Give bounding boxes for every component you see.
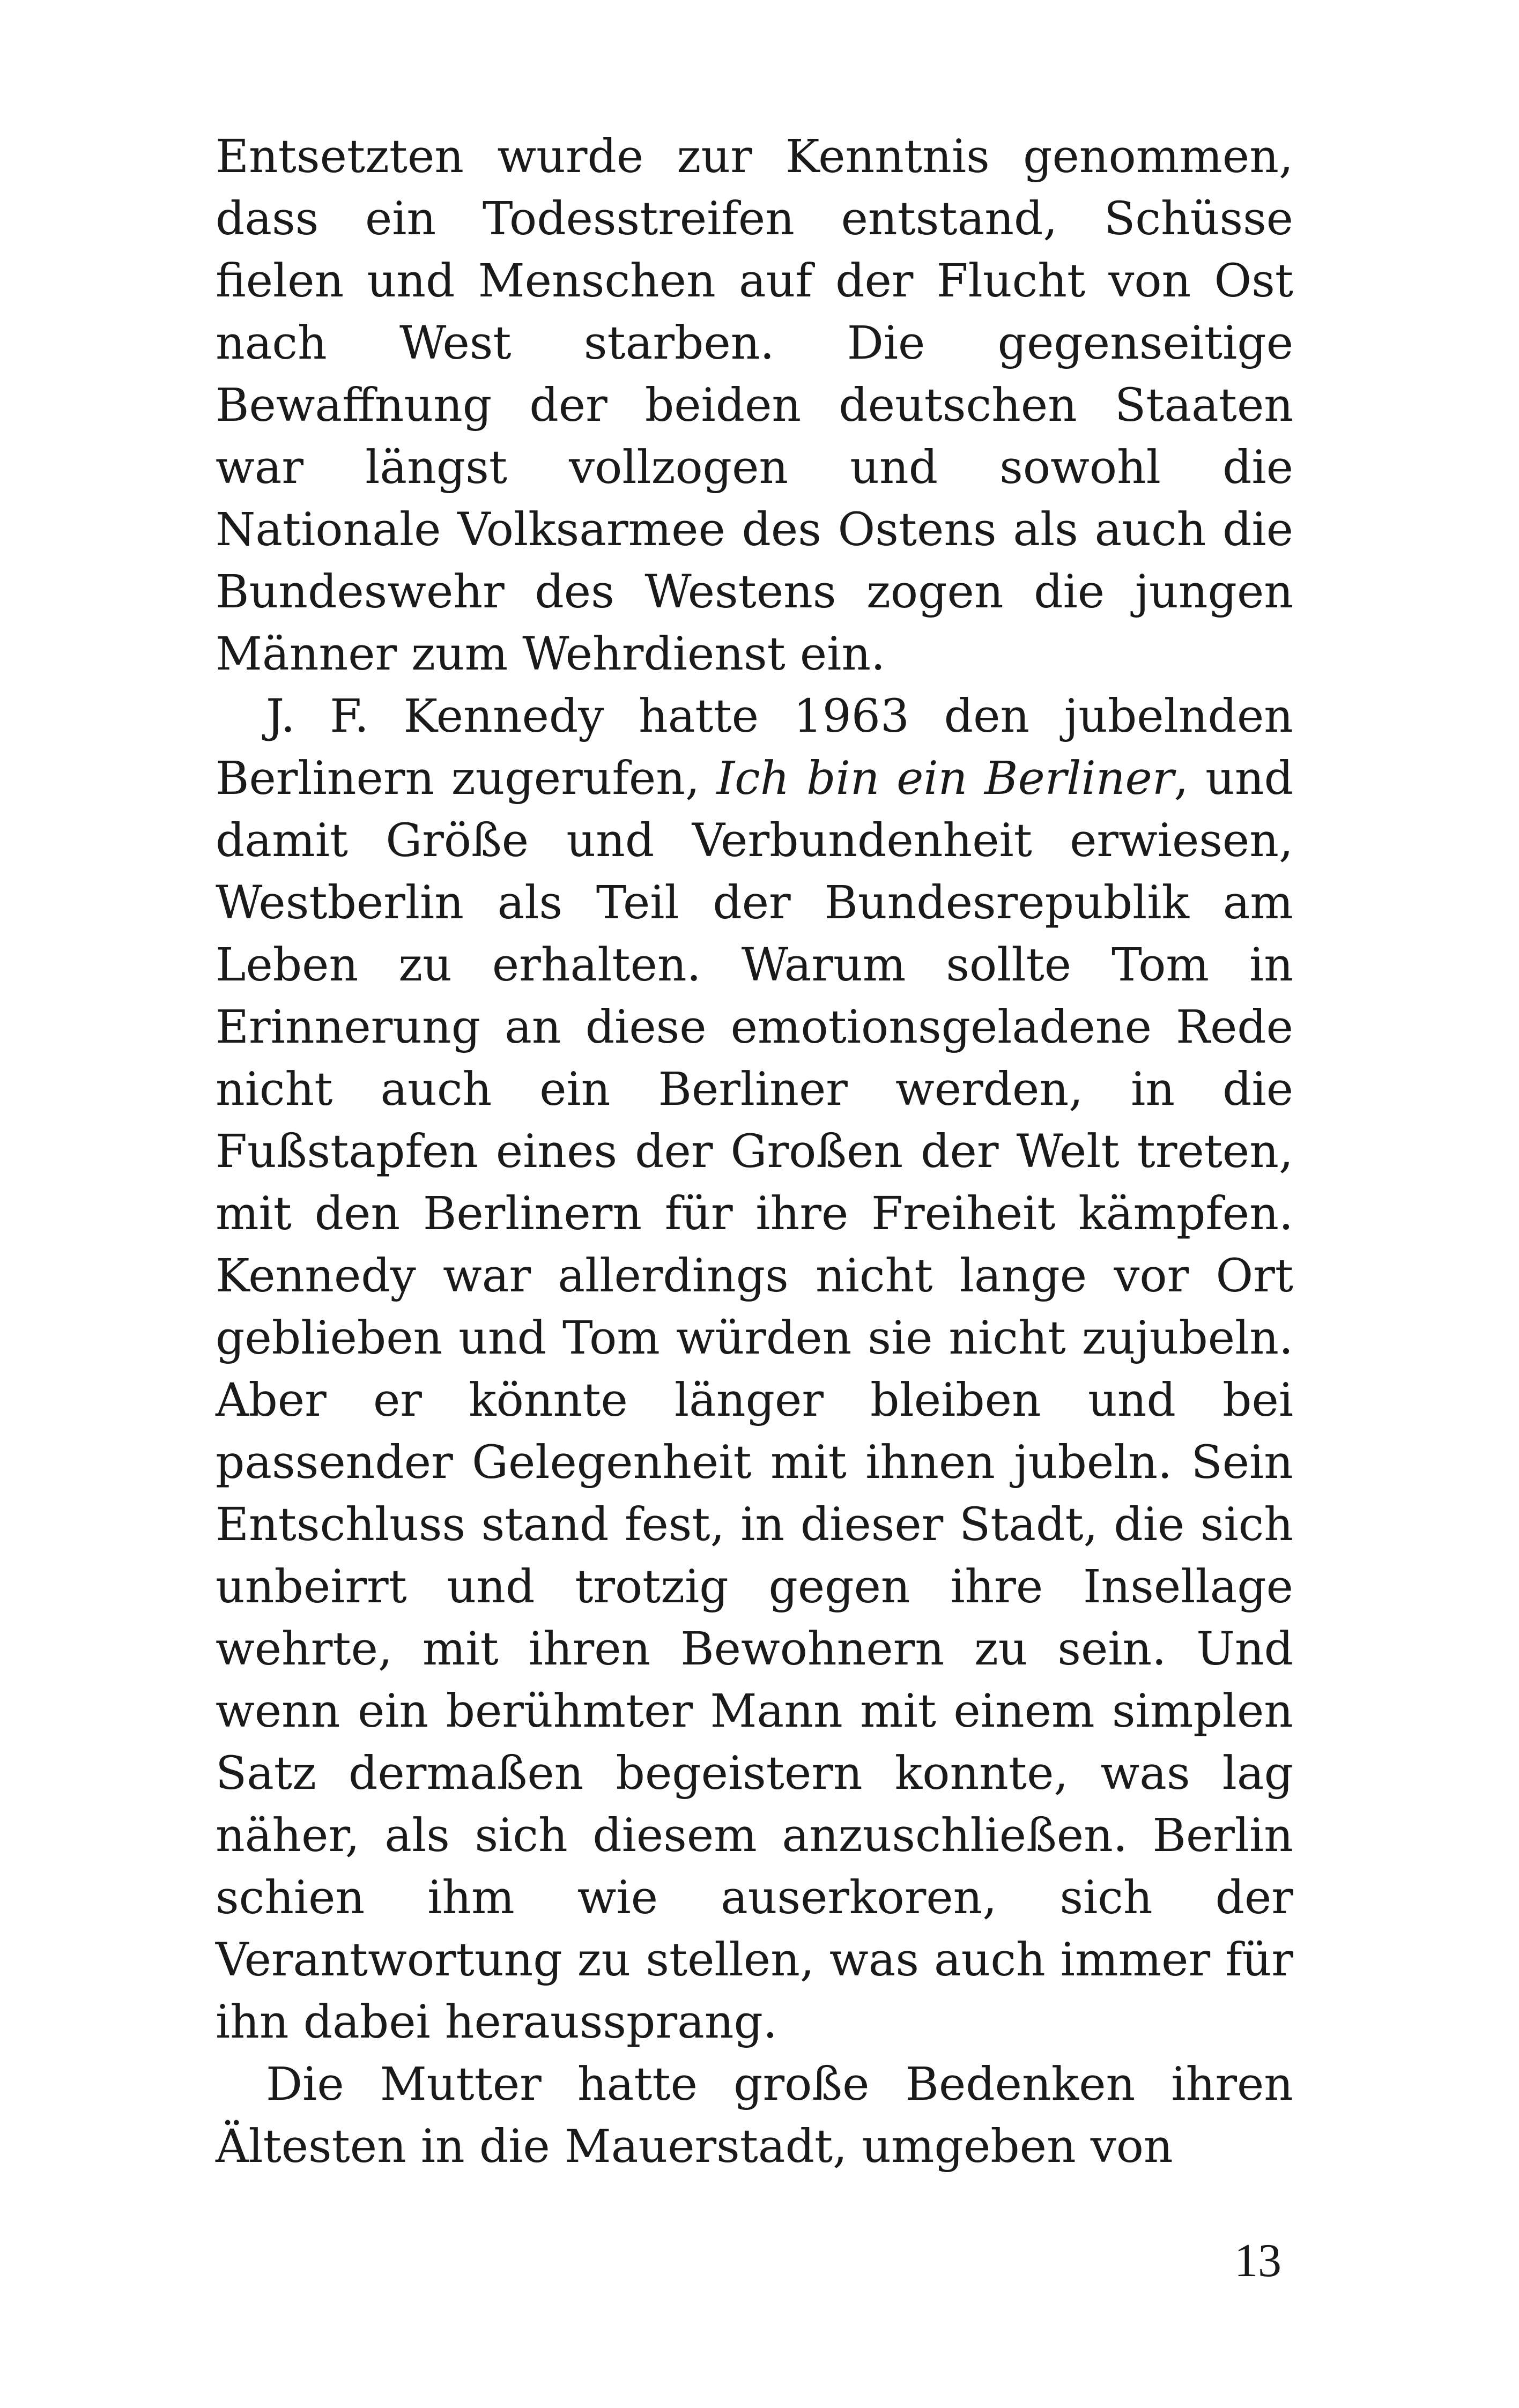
paragraph-2-text-end: , und damit Größe und Verbundenheit erwiesen, Westberlin als Teil der Bundesrepublik am Leben zu erhalten. Warum sollte Tom in Erinnerung an diese emotionsgeladene Rede nicht auch ein Berliner werden, in die Fußstapfen eines der Großen der Welt treten, mit den Berlinern für ihre Freiheit kämpfen. Kennedy war allerdings nicht lange vor Ort geblieben und Tom würden sie nicht zujubeln. Aber er könnte länger bleiben und bei passender Gelegenheit mit ihnen jubeln. Sein Entschluss stand fest, in dieser Stadt, die sich unbeirrt und trotzig gegen ihre Insellage wehrte, mit ihren Bewohnern zu sein. Und wenn ein berühmter Mann mit einem simplen Satz dermaßen begeistern konnte, was lag näher, als sich diesem anzuschließen. Berlin schien ihm wie auserkoren, sich der Verantwortung zu stellen, was auch immer für ihn dabei heraussprang. [216,752,1294,2049]
paragraph-3-text: Die Mutter hatte große Bedenken ihren Ältesten in die Mauerstadt, umgeben von [216,2058,1293,2173]
paragraph-3 [216,2054,1293,2178]
paragraph-1 [216,126,1293,686]
paragraph-1-text: Entsetzten wurde zur Kenntnis genommen, dass ein Todesstreifen entstand, Schüsse fielen und Menschen auf der Flucht von Ost nach West starben. Die gegenseitige Bewaffnung der beiden deutschen Staaten war längst vollzogen und sowohl die Nationale Volksarmee des Ostens als auch die Bundeswehr des Westens zogen die jungen Männer zum Wehrdienst ein. [216,130,1293,681]
kennedy-quote: Ich bin ein Berliner [716,752,1174,805]
paragraph-2 [216,686,1293,2054]
page-number: 13 [1234,2235,1281,2287]
body-text [216,126,1293,2178]
paragraph-2-text-start: J. F. Kennedy hatte 1963 den jubelnden Berlinern zugerufen, [216,690,1293,805]
